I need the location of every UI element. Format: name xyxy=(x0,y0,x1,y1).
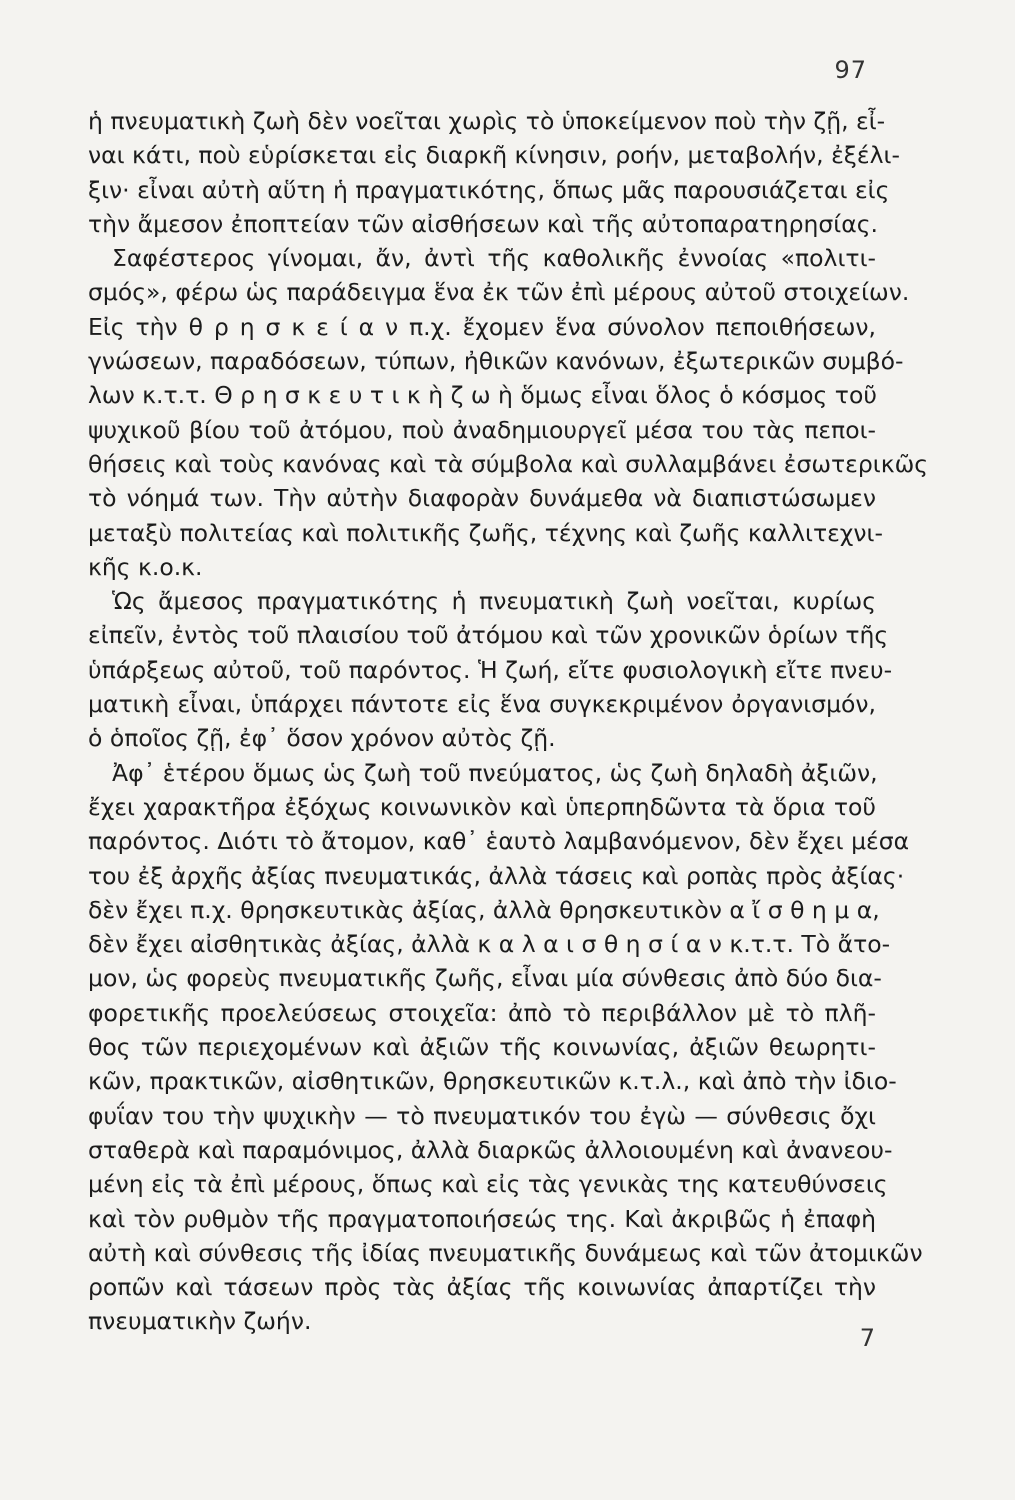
text-line: κῆς κ.ο.κ. xyxy=(88,552,203,581)
text-line: φορετικῆς προελεύσεως στοιχεῖα: ἀπὸ τὸ περιβάλλον μὲ τὸ πλῆ- xyxy=(88,998,876,1027)
text-line: παρόντος. Διότι τὸ ἄτομον, καθ᾽ ἑαυτὸ λαμβανόμενον, δὲν ἔχει μέσα xyxy=(88,827,910,856)
text-line: ἔχει χαρακτῆρα ἐξόχως κοινωνικὸν καὶ ὑπερπηδῶντα τὰ ὅρια τοῦ xyxy=(88,792,876,821)
text-line: Σαφέστερος γίνομαι, ἄν, ἀντὶ τῆς καθολικῆς ἐννοίας «πολιτι- xyxy=(112,244,876,273)
text-line: Ὡς ἄμεσος πραγματικότης ἡ πνευματικὴ ζωὴ νοεῖται, κυρίως xyxy=(112,587,876,616)
text-line: κῶν, πρακτικῶν, αἰσθητικῶν, θρησκευτικῶν κ.τ.λ., καὶ ἀπὸ τὴν ἰδιο- xyxy=(88,1067,897,1096)
text-line: Εἰς τὴν θ ρ η σ κ ε ί α ν π.χ. ἔχομεν ἕνα σύνολον πεποιθήσεων, xyxy=(88,312,876,341)
text-line: θος τῶν περιεχομένων καὶ ἀξιῶν τῆς κοινωνίας, ἀξιῶν θεωρητι- xyxy=(88,1033,876,1062)
text-line: μον, ὡς φορεὺς πνευματικῆς ζωῆς, εἶναι μία σύνθεσις ἀπὸ δύο δια- xyxy=(88,964,882,993)
text-line: ὑπάρξεως αὐτοῦ, τοῦ παρόντος. Ἡ ζωή, εἴτε φυσιολογικὴ εἴτε πνευ- xyxy=(88,655,893,684)
text-line: ξιν· εἶναι αὐτὴ αὕτη ἡ πραγματικότης, ὅπως μᾶς παρουσιάζεται εἰς xyxy=(88,175,890,204)
text-line: πνευματικὴν ζωήν. xyxy=(88,1307,312,1336)
text-line: του ἐξ ἀρχῆς ἀξίας πνευματικάς, ἀλλὰ τάσεις καὶ ροπὰς πρὸς ἀξίας· xyxy=(88,861,905,890)
text-line: καὶ τὸν ρυθμὸν τῆς πραγματοποιήσεώς της. Καὶ ἀκριβῶς ἡ ἐπαφὴ xyxy=(88,1204,876,1233)
text-line: ψυχικοῦ βίου τοῦ ἀτόμου, ποὺ ἀναδημιουργεῖ μέσα του τὰς πεποι- xyxy=(88,415,876,444)
text-line: σταθερὰ καὶ παραμόνιμος, ἀλλὰ διαρκῶς ἀλλοιουμένη καὶ ἀνανεου- xyxy=(88,1135,893,1164)
text-line: εἰπεῖν, ἐντὸς τοῦ πλαισίου τοῦ ἀτόμου καὶ τῶν χρονικῶν ὁρίων τῆς xyxy=(88,621,889,650)
text-line: ἡ πνευματικὴ ζωὴ δὲν νοεῖται χωρὶς τὸ ὑποκείμενον ποὺ τὴν ζῇ, εἶ- xyxy=(88,107,886,135)
text-line: ὁ ὁποῖος ζῇ, ἐφ᾽ ὅσον χρόνον αὐτὸς ζῇ. xyxy=(88,724,556,753)
signature-mark: 7 xyxy=(859,1324,875,1352)
text-line: ροπῶν καὶ τάσεων πρὸς τὰς ἀξίας τῆς κοινωνίας ἀπαρτίζει τὴν xyxy=(88,1273,876,1302)
text-line: Ἀφ᾽ ἑτέρου ὅμως ὡς ζωὴ τοῦ πνεύματος, ὡς ζωὴ δηλαδὴ ἀξιῶν, xyxy=(112,758,878,787)
text-line: δὲν ἔχει αἰσθητικὰς ἀξίας, ἀλλὰ κ α λ α ι σ θ η σ ί α ν κ.τ.τ. Τὸ ἄτο- xyxy=(88,930,891,959)
text-line: γνώσεων, παραδόσεων, τύπων, ἠθικῶν κανόνων, ἐξωτερικῶν συμβό- xyxy=(88,347,904,376)
text-line: θήσεις καὶ τοὺς κανόνας καὶ τὰ σύμβολα καὶ συλλαμβάνει ἐσωτερικῶς xyxy=(88,449,929,478)
text-line: φυΐαν του τὴν ψυχικὴν — τὸ πνευματικόν του ἐγὼ — σύνθεσις ὄχι xyxy=(88,1101,876,1130)
text-line: σμός», φέρω ὡς παράδειγμα ἕνα ἐκ τῶν ἐπὶ μέρους αὐτοῦ στοιχείων. xyxy=(88,278,910,307)
text-line: μένη εἰς τὰ ἐπὶ μέρους, ὅπως καὶ εἰς τὰς γενικὰς της κατευθύνσεις xyxy=(88,1170,888,1199)
text-line: αὐτὴ καὶ σύνθεσις τῆς ἰδίας πνευματικῆς δυνάμεως καὶ τῶν ἀτομικῶν xyxy=(88,1238,923,1267)
text-line: μεταξὺ πολιτείας καὶ πολιτικῆς ζωῆς, τέχνης καὶ ζωῆς καλλιτεχνι- xyxy=(88,518,883,547)
page-number: 97 xyxy=(834,56,867,84)
text-line: τὸ νόημά των. Τὴν αὐτὴν διαφορὰν δυνάμεθα νὰ διαπιστώσωμεν xyxy=(88,484,876,513)
text-line: τὴν ἄμεσον ἐποπτείαν τῶν αἰσθήσεων καὶ τῆς αὐτοπαρατηρησίας. xyxy=(88,209,879,238)
text-line: λων κ.τ.τ. Θ ρ η σ κ ε υ τ ι κ ὴ ζ ω ὴ ὅμως εἶναι ὅλος ὁ κόσμος τοῦ xyxy=(88,381,877,410)
text-line: ματικὴ εἶναι, ὑπάρχει πάντοτε εἰς ἕνα συγκεκριμένον ὀργανισμόν, xyxy=(88,690,876,719)
text-line: δὲν ἔχει π.χ. θρησκευτικὰς ἀξίας, ἀλλὰ θρησκευτικὸν α ἴ σ θ η μ α, xyxy=(88,895,880,924)
text-line: ναι κάτι, ποὺ εὑρίσκεται εἰς διαρκῆ κίνησιν, ροήν, μεταβολήν, ἐξέλι- xyxy=(88,141,900,170)
body-text xyxy=(88,104,929,1339)
